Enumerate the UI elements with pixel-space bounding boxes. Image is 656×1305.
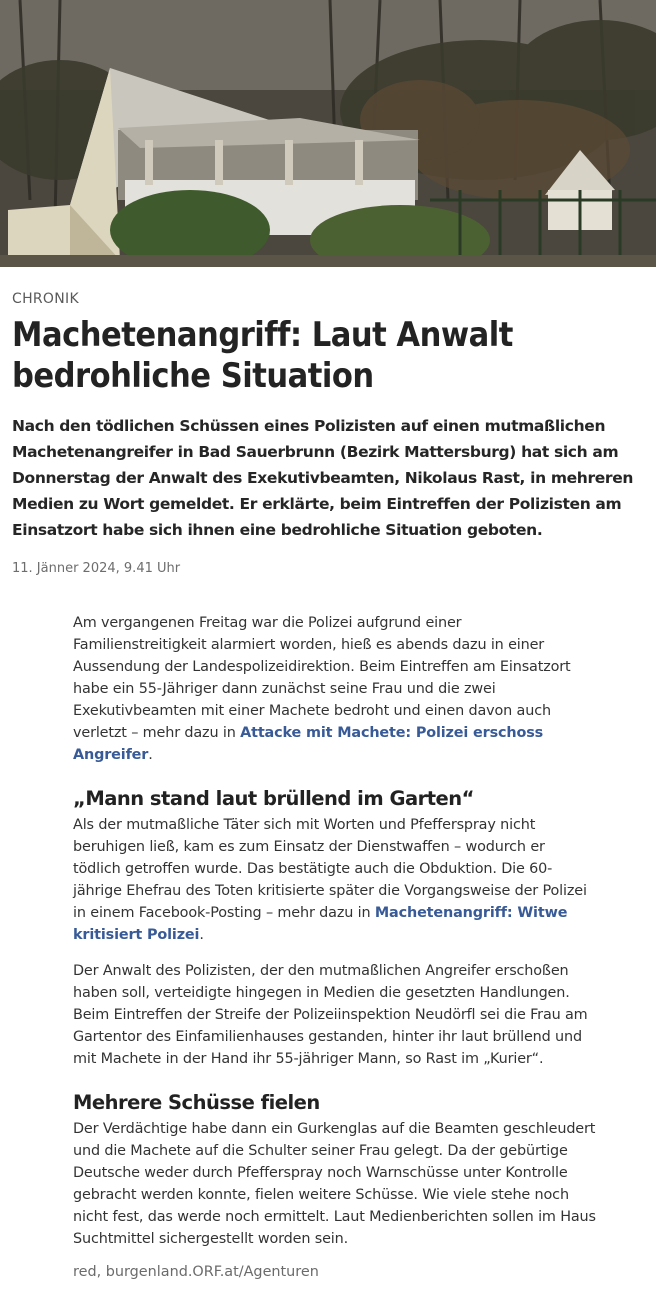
hero-image	[0, 0, 656, 267]
article-body	[0, 576, 656, 1280]
article-source: red, burgenland.ORF.at/Agenturen	[73, 1264, 319, 1280]
article-header	[0, 291, 656, 576]
paragraph-2-end: .	[199, 927, 204, 943]
publish-date: 11. Jänner 2024, 9.41 Uhr	[12, 561, 181, 576]
link-witwe-kritisiert-polizei[interactable]: Machetenangriff: Witwe kritisiert Polizei	[73, 905, 568, 943]
paragraph-1	[73, 612, 596, 766]
category-label[interactable]: CHRONIK	[12, 291, 79, 307]
paragraph-1-text: Am vergangenen Freitag war die Polizei aufgrund einer Familienstreitigkeit alarmiert worden, hieß es abends dazu in einer Aussendung der Landespolizeidirektion. Beim Eintreffen am Einsatzort habe ein 55-Jähriger dann zunächst seine Frau und die zwei Exekutivbeamten mit einer Machete bedroht und einen davon auch verletzt – mehr dazu in	[73, 615, 571, 741]
paragraph-4: Der Verdächtige habe dann ein Gurkenglas auf die Beamten geschleudert und die Machete auf die Schulter seiner Frau gelegt. Da der gebürtige Deutsche weder durch Pfefferspray noch Warnschüsse unter Kontrolle gebracht werden konnte, fielen weitere Schüsse. Wie viele stehe noch nicht fest, das werde noch ermittelt. Laut Medienberichten sollen im Haus Suchtmittel sichergestellt worden sein.	[73, 1121, 596, 1247]
subheading-1: „Mann stand laut brüllend im Garten“	[73, 787, 474, 810]
article-lead: Nach den tödlichen Schüssen eines Polizisten auf einen mutmaßlichen Machetenangreifer in Bad Sauerbrunn (Bezirk Mattersburg) hat sich am Donnerstag der Anwalt des Exekutivbeamten, Nikolaus Rast, in mehreren Medien zu Wort gemeldet. Er erklärte, beim Eintreffen der Polizisten am Einsatzort habe sich ihnen eine bedrohliche Situation geboten.	[12, 417, 634, 539]
subheading-2: Mehrere Schüsse fielen	[73, 1091, 320, 1114]
paragraph-2	[73, 814, 596, 946]
article-title: Machetenangriff: Laut Anwalt bedrohliche Situation	[12, 315, 513, 396]
hero-photo-illustration	[0, 0, 656, 267]
paragraph-2-text: Als der mutmaßliche Täter sich mit Worten und Pfefferspray nicht beruhigen ließ, kam es zum Einsatz der Dienstwaffen – wodurch er tödlich getroffen wurde. Das bestätigte auch die Obduktion. Die 60-jährige Ehefrau des Toten kritisierte später die Vorgangsweise der Polizei in einem Facebook-Posting – mehr dazu in	[73, 817, 587, 921]
link-attacke-mit-machete[interactable]: Attacke mit Machete: Polizei erschoss Angreifer	[73, 725, 544, 763]
paragraph-1-end: .	[148, 747, 153, 763]
paragraph-3: Der Anwalt des Polizisten, der den mutmaßlichen Angreifer erschoßen haben soll, verteidigte hingegen in Medien die gesetzten Handlungen. Beim Eintreffen der Streife der Polizeiinspektion Neudörfl sei die Frau am Gartentor des Einfamilienhauses gestanden, hinter ihr laut brüllend und mit Machete in der Hand ihr 55-jähriger Mann, so Rast im „Kurier“.	[73, 963, 588, 1067]
